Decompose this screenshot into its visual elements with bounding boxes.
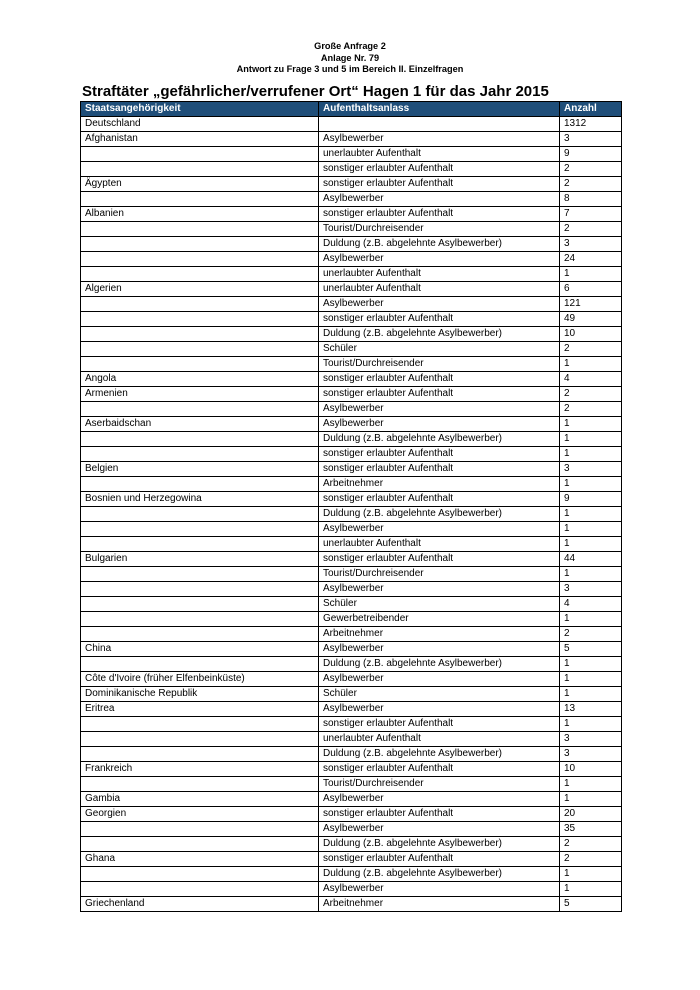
residence-reason-cell: sonstiger erlaubter Aufenthalt xyxy=(319,177,560,192)
count-cell: 1 xyxy=(560,717,622,732)
nationality-cell: Armenien xyxy=(81,387,319,402)
nationality-cell xyxy=(81,732,319,747)
table-row xyxy=(81,792,622,807)
count-cell: 10 xyxy=(560,762,622,777)
nationality-cell xyxy=(81,822,319,837)
residence-reason-cell: Duldung (z.B. abgelehnte Asylbewerber) xyxy=(319,432,560,447)
nationality-cell xyxy=(81,432,319,447)
table-row xyxy=(81,402,622,417)
table-row xyxy=(81,477,622,492)
nationality-cell xyxy=(81,222,319,237)
count-cell: 13 xyxy=(560,702,622,717)
table-row xyxy=(81,852,622,867)
nationality-cell: Afghanistan xyxy=(81,132,319,147)
nationality-cell xyxy=(81,867,319,882)
residence-reason-cell: Schüler xyxy=(319,687,560,702)
residence-reason-cell: Arbeitnehmer xyxy=(319,897,560,912)
nationality-cell: Frankreich xyxy=(81,762,319,777)
nationality-cell xyxy=(81,237,319,252)
nationality-cell xyxy=(81,297,319,312)
nationality-cell: Aserbaidschan xyxy=(81,417,319,432)
table-row xyxy=(81,762,622,777)
count-cell: 2 xyxy=(560,837,622,852)
nationality-cell xyxy=(81,507,319,522)
nationality-cell: Eritrea xyxy=(81,702,319,717)
residence-reason-cell: Tourist/Durchreisender xyxy=(319,222,560,237)
table-row xyxy=(81,312,622,327)
count-cell: 9 xyxy=(560,492,622,507)
count-cell: 8 xyxy=(560,192,622,207)
nationality-cell xyxy=(81,612,319,627)
table-row xyxy=(81,567,622,582)
table-row xyxy=(81,732,622,747)
residence-reason-cell: sonstiger erlaubter Aufenthalt xyxy=(319,207,560,222)
residence-reason-cell: sonstiger erlaubter Aufenthalt xyxy=(319,852,560,867)
count-cell: 2 xyxy=(560,852,622,867)
nationality-cell: Ägypten xyxy=(81,177,319,192)
count-cell: 1 xyxy=(560,867,622,882)
nationality-cell xyxy=(81,537,319,552)
count-cell: 1312 xyxy=(560,117,622,132)
table-row xyxy=(81,327,622,342)
nationality-cell xyxy=(81,342,319,357)
residence-reason-cell: sonstiger erlaubter Aufenthalt xyxy=(319,162,560,177)
count-cell: 2 xyxy=(560,627,622,642)
residence-reason-cell: Asylbewerber xyxy=(319,822,560,837)
count-cell: 24 xyxy=(560,252,622,267)
residence-reason-cell: Duldung (z.B. abgelehnte Asylbewerber) xyxy=(319,837,560,852)
residence-reason-cell: Asylbewerber xyxy=(319,402,560,417)
residence-reason-cell: Duldung (z.B. abgelehnte Asylbewerber) xyxy=(319,327,560,342)
table-row xyxy=(81,597,622,612)
table-row xyxy=(81,372,622,387)
nationality-cell xyxy=(81,837,319,852)
residence-reason-cell: unerlaubter Aufenthalt xyxy=(319,282,560,297)
count-cell: 3 xyxy=(560,747,622,762)
residence-reason-cell: Duldung (z.B. abgelehnte Asylbewerber) xyxy=(319,747,560,762)
table-row xyxy=(81,417,622,432)
residence-reason-cell xyxy=(319,117,560,132)
nationality-cell: Deutschland xyxy=(81,117,319,132)
table-row xyxy=(81,537,622,552)
residence-reason-cell: sonstiger erlaubter Aufenthalt xyxy=(319,807,560,822)
residence-reason-cell: Tourist/Durchreisender xyxy=(319,777,560,792)
table-row xyxy=(81,702,622,717)
residence-reason-cell: Duldung (z.B. abgelehnte Asylbewerber) xyxy=(319,237,560,252)
residence-reason-cell: Asylbewerber xyxy=(319,522,560,537)
header-line-inquiry: Große Anfrage 2 xyxy=(314,41,386,51)
residence-reason-cell: Asylbewerber xyxy=(319,192,560,207)
residence-reason-cell: Asylbewerber xyxy=(319,792,560,807)
residence-reason-cell: sonstiger erlaubter Aufenthalt xyxy=(319,387,560,402)
nationality-cell: Belgien xyxy=(81,462,319,477)
nationality-cell xyxy=(81,522,319,537)
nationality-cell xyxy=(81,747,319,762)
nationality-cell xyxy=(81,597,319,612)
count-cell: 3 xyxy=(560,237,622,252)
residence-reason-cell: Asylbewerber xyxy=(319,882,560,897)
residence-reason-cell: Asylbewerber xyxy=(319,582,560,597)
table-row xyxy=(81,132,622,147)
count-cell: 5 xyxy=(560,897,622,912)
count-cell: 1 xyxy=(560,477,622,492)
residence-reason-cell: unerlaubter Aufenthalt xyxy=(319,732,560,747)
nationality-cell: Griechenland xyxy=(81,897,319,912)
residence-reason-cell: sonstiger erlaubter Aufenthalt xyxy=(319,717,560,732)
count-cell: 2 xyxy=(560,222,622,237)
count-cell: 1 xyxy=(560,432,622,447)
count-cell: 1 xyxy=(560,672,622,687)
count-cell: 1 xyxy=(560,447,622,462)
count-cell: 1 xyxy=(560,687,622,702)
residence-reason-cell: Gewerbetreibender xyxy=(319,612,560,627)
count-cell: 1 xyxy=(560,657,622,672)
count-cell: 1 xyxy=(560,522,622,537)
table-row xyxy=(81,237,622,252)
count-cell: 1 xyxy=(560,267,622,282)
table-header-row xyxy=(81,102,622,117)
header-line-attachment: Anlage Nr. 79 xyxy=(320,52,380,63)
nationality-cell xyxy=(81,267,319,282)
nationality-cell xyxy=(81,402,319,417)
nationality-cell: Algerien xyxy=(81,282,319,297)
table-row xyxy=(81,387,622,402)
table-row xyxy=(81,222,622,237)
nationality-cell: Bosnien und Herzegowina xyxy=(81,492,319,507)
count-cell: 5 xyxy=(560,642,622,657)
table-row xyxy=(81,777,622,792)
residence-reason-cell: Asylbewerber xyxy=(319,297,560,312)
table-row xyxy=(81,357,622,372)
count-cell: 4 xyxy=(560,597,622,612)
nationality-cell: Gambia xyxy=(81,792,319,807)
count-cell: 2 xyxy=(560,402,622,417)
table-row xyxy=(81,297,622,312)
nationality-cell xyxy=(81,357,319,372)
count-cell: 3 xyxy=(560,132,622,147)
nationality-cell xyxy=(81,582,319,597)
table-row xyxy=(81,177,622,192)
nationality-cell: Georgien xyxy=(81,807,319,822)
offender-table xyxy=(80,101,622,912)
table-row xyxy=(81,192,622,207)
column-header-count: Anzahl xyxy=(560,102,622,117)
nationality-cell xyxy=(81,327,319,342)
residence-reason-cell: Asylbewerber xyxy=(319,252,560,267)
count-cell: 6 xyxy=(560,282,622,297)
residence-reason-cell: Asylbewerber xyxy=(319,642,560,657)
nationality-cell xyxy=(81,477,319,492)
table-row xyxy=(81,582,622,597)
nationality-cell xyxy=(81,627,319,642)
table-row xyxy=(81,672,622,687)
count-cell: 121 xyxy=(560,297,622,312)
table-row xyxy=(81,162,622,177)
residence-reason-cell: Duldung (z.B. abgelehnte Asylbewerber) xyxy=(319,507,560,522)
table-row xyxy=(81,147,622,162)
nationality-cell xyxy=(81,567,319,582)
table-row xyxy=(81,747,622,762)
table-row xyxy=(81,507,622,522)
residence-reason-cell: sonstiger erlaubter Aufenthalt xyxy=(319,447,560,462)
count-cell: 3 xyxy=(560,732,622,747)
nationality-cell: Bulgarien xyxy=(81,552,319,567)
residence-reason-cell: sonstiger erlaubter Aufenthalt xyxy=(319,372,560,387)
residence-reason-cell: sonstiger erlaubter Aufenthalt xyxy=(319,312,560,327)
nationality-cell: Côte d'Ivoire (früher Elfenbeinküste) xyxy=(81,672,319,687)
nationality-cell xyxy=(81,717,319,732)
residence-reason-cell: unerlaubter Aufenthalt xyxy=(319,537,560,552)
residence-reason-cell: Schüler xyxy=(319,342,560,357)
residence-reason-cell: Duldung (z.B. abgelehnte Asylbewerber) xyxy=(319,867,560,882)
table-row xyxy=(81,822,622,837)
nationality-cell: Angola xyxy=(81,372,319,387)
table-row xyxy=(81,462,622,477)
table-row xyxy=(81,837,622,852)
table-row xyxy=(81,897,622,912)
count-cell: 2 xyxy=(560,342,622,357)
count-cell: 35 xyxy=(560,822,622,837)
nationality-cell xyxy=(81,312,319,327)
count-cell: 2 xyxy=(560,177,622,192)
nationality-cell xyxy=(81,147,319,162)
residence-reason-cell: Tourist/Durchreisender xyxy=(319,567,560,582)
nationality-cell: Albanien xyxy=(81,207,319,222)
nationality-cell xyxy=(81,882,319,897)
nationality-cell xyxy=(81,447,319,462)
residence-reason-cell: sonstiger erlaubter Aufenthalt xyxy=(319,762,560,777)
table-row xyxy=(81,657,622,672)
table-row xyxy=(81,642,622,657)
table-row xyxy=(81,252,622,267)
document-title: Straftäter „gefährlicher/verrufener Ort“ Hagen 1 für das Jahr 2015 xyxy=(82,83,549,100)
table-row xyxy=(81,807,622,822)
table-row xyxy=(81,867,622,882)
table-row xyxy=(81,627,622,642)
count-cell: 9 xyxy=(560,147,622,162)
residence-reason-cell: Tourist/Durchreisender xyxy=(319,357,560,372)
count-cell: 1 xyxy=(560,537,622,552)
residence-reason-cell: Arbeitnehmer xyxy=(319,627,560,642)
count-cell: 1 xyxy=(560,777,622,792)
count-cell: 49 xyxy=(560,312,622,327)
nationality-cell xyxy=(81,252,319,267)
table-row xyxy=(81,522,622,537)
count-cell: 1 xyxy=(560,507,622,522)
residence-reason-cell: unerlaubter Aufenthalt xyxy=(319,147,560,162)
nationality-cell: China xyxy=(81,642,319,657)
count-cell: 44 xyxy=(560,552,622,567)
residence-reason-cell: Duldung (z.B. abgelehnte Asylbewerber) xyxy=(319,657,560,672)
nationality-cell xyxy=(81,777,319,792)
table-row xyxy=(81,432,622,447)
residence-reason-cell: Asylbewerber xyxy=(319,132,560,147)
nationality-cell xyxy=(81,162,319,177)
table-body xyxy=(81,117,622,912)
count-cell: 20 xyxy=(560,807,622,822)
table-row xyxy=(81,717,622,732)
count-cell: 3 xyxy=(560,582,622,597)
nationality-cell: Dominikanische Republik xyxy=(81,687,319,702)
table-row xyxy=(81,492,622,507)
table-row xyxy=(81,342,622,357)
count-cell: 1 xyxy=(560,357,622,372)
residence-reason-cell: Asylbewerber xyxy=(319,417,560,432)
table-row xyxy=(81,612,622,627)
residence-reason-cell: sonstiger erlaubter Aufenthalt xyxy=(319,492,560,507)
nationality-cell xyxy=(81,657,319,672)
table-row xyxy=(81,447,622,462)
count-cell: 1 xyxy=(560,417,622,432)
table-row xyxy=(81,267,622,282)
count-cell: 10 xyxy=(560,327,622,342)
column-header-residence-reason: Aufenthaltsanlass xyxy=(319,102,560,117)
document-header xyxy=(0,41,700,76)
residence-reason-cell: Arbeitnehmer xyxy=(319,477,560,492)
residence-reason-cell: sonstiger erlaubter Aufenthalt xyxy=(319,462,560,477)
residence-reason-cell: unerlaubter Aufenthalt xyxy=(319,267,560,282)
count-cell: 1 xyxy=(560,612,622,627)
table-row xyxy=(81,282,622,297)
table-row xyxy=(81,882,622,897)
table-row xyxy=(81,117,622,132)
count-cell: 3 xyxy=(560,462,622,477)
count-cell: 1 xyxy=(560,792,622,807)
count-cell: 1 xyxy=(560,882,622,897)
column-header-nationality: Staatsangehörigkeit xyxy=(81,102,319,117)
residence-reason-cell: Asylbewerber xyxy=(319,672,560,687)
nationality-cell xyxy=(81,192,319,207)
count-cell: 7 xyxy=(560,207,622,222)
count-cell: 2 xyxy=(560,162,622,177)
residence-reason-cell: sonstiger erlaubter Aufenthalt xyxy=(319,552,560,567)
nationality-cell: Ghana xyxy=(81,852,319,867)
count-cell: 1 xyxy=(560,567,622,582)
table-row xyxy=(81,687,622,702)
residence-reason-cell: Asylbewerber xyxy=(319,702,560,717)
count-cell: 2 xyxy=(560,387,622,402)
table-row xyxy=(81,207,622,222)
count-cell: 4 xyxy=(560,372,622,387)
header-line-answer: Antwort zu Frage 3 und 5 im Bereich II. Einzelfragen xyxy=(236,64,464,74)
residence-reason-cell: Schüler xyxy=(319,597,560,612)
table-row xyxy=(81,552,622,567)
